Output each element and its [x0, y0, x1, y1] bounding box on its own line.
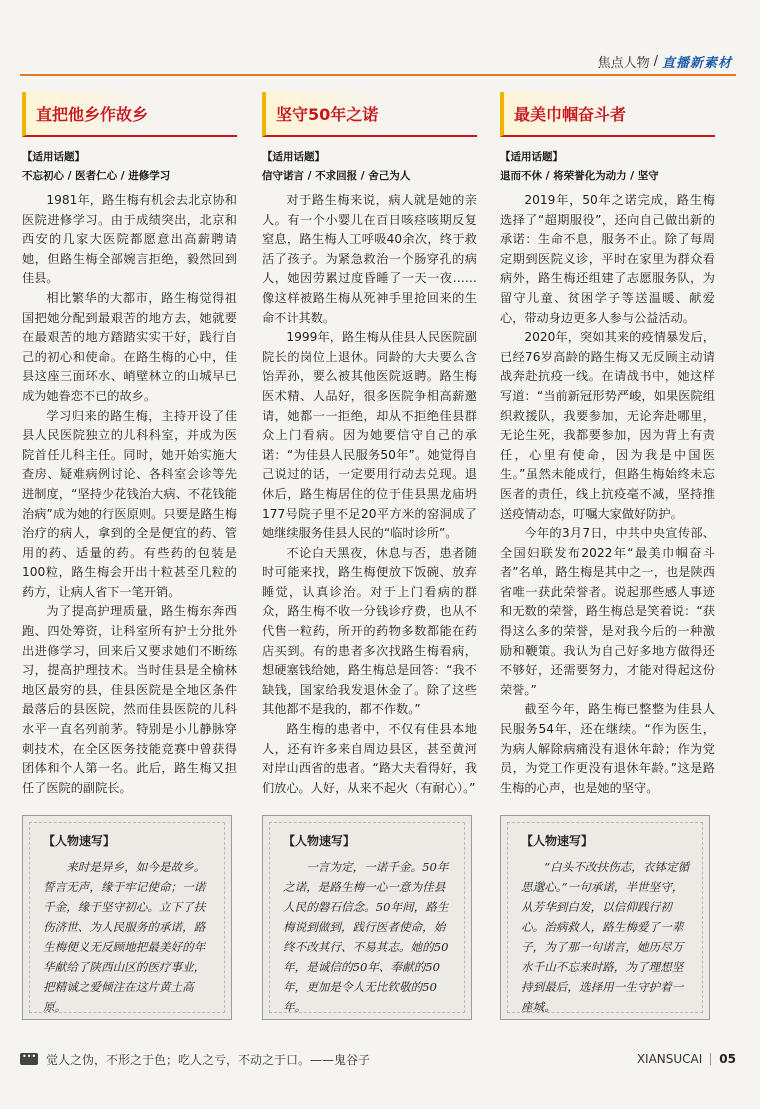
paragraph: 2020年，突如其来的疫情暴发后，已经76岁高龄的路生梅又无反顾主动请战奔赴抗疫一线。在请战书中，她这样写道：“当前新冠形势严峻，如果医院组织救援队，我要参加，无论奔赴哪里，无论生死，我都要参加，因为背上有责任，心里有使命，因为我是中国医生。”虽然未能成行，但路生梅始终未忘医者的责任，线上抗疫毫不减，坚持推送疫情动态，叮嘱大家做好防护。 — [500, 330, 715, 521]
section-label: 焦点人物 — [597, 56, 650, 71]
paragraph: 1999年，路生梅从佳县人民医院副院长的岗位上退休。同龄的大夫要么含饴弄孙，要么被其他医院返聘。路生梅医术精、人品好，很多医院争相高薪邀请，她都一一拒绝，却从不拒绝佳县群众上门看病。因为她要信守自己的承诺：“为佳县人民服务50年”。她觉得自己说过的话，一定要用行动去兑现。退休后，路生梅居住的位于佳县黑龙庙坍177号院子里不足20平方米的窑洞成了她继续服务佳县人民的“临时诊所”。 — [262, 330, 477, 541]
profile-sketch-card — [500, 815, 710, 1020]
card-title: 【人物速写】 — [521, 834, 594, 848]
column-title: 直把他乡作故乡 — [22, 92, 237, 137]
footer-quote: 觉人之伪，不形之于色；吃人之亏，不动之于口。——鬼谷子 — [46, 1052, 371, 1067]
paragraph: 1981年，路生梅有机会去北京协和医院进修学习。由于成绩突出，北京和西安的几家大医院都愿意出高薪聘请她，但路生梅全部婉言拒绝，毅然回到佳县。 — [22, 193, 237, 286]
topic-label: 【适用话题】 — [22, 151, 85, 163]
magazine-name: XIANSUCAI — [636, 1052, 703, 1066]
paragraph: 对于路生梅来说，病人就是她的亲人。有一个小婴儿在百日咳痉咳期反复窒息，路生梅人工呼吸40余次，终于救活了孩子。为紧急救治一个肠穿孔的病人，她因劳累过度昏睡了一天一夜……像这样被路生梅从死神手里抢回来的生命不计其数。 — [262, 193, 477, 325]
footer-divider — [710, 1053, 711, 1065]
topic-tags: 退而不休 / 将荣誉化为动力 / 坚守 — [500, 170, 659, 182]
paragraph: 为了提高护理质量，路生梅东奔西跑、四处筹资，让科室所有护士分批外出进修学习，回来后又要求她们不断练习，提高护理技术。当时佳县是全榆林地区最穷的县，佳县医院是全地区条件最落后的县医院，然而佳县医院的儿科水平一直名列前茅。特别是小儿静脉穿刺技术，在全区医务技能竞赛中曾获得团体和个人第一名。此后，路生梅又担任了医院的副院长。 — [22, 604, 237, 795]
profile-sketch-card — [22, 815, 232, 1020]
card-title: 【人物速写】 — [283, 834, 356, 848]
paragraph: 截至今年，路生梅已整整为佳县人民服务54年，还在继续。“作为医生，为病人解除病痛没有退休年龄；作为党员，为党工作更没有退休年龄。”这是路生梅的心声，也是她的坚守。 — [500, 702, 715, 795]
card-text: 一言为定，一诺千金。50年之诺，是路生梅一心一意为佳县人民的磐石信念。50年间，路生梅说到做到，践行医者使命，始终不改其行、不易其志。她的50年，是诚信的50年、奉献的50年，更加是令人无比钦敬的50年。 — [283, 860, 449, 1014]
page-number: 05 — [719, 1052, 736, 1066]
speech-bubble-icon — [20, 1053, 38, 1065]
footer-right — [637, 1052, 736, 1066]
paragraph: 2019年，50年之诺完成，路生梅选择了“超期服役”，还向自己做出新的承诺：生命不息，服务不止。除了每周定期到医院义诊，平时在家里为群众看病外，路生梅还组建了志愿服务队，为留守儿童、贫困学子等送温暖、献爱心，带动身边更多人参与公益活动。 — [500, 193, 715, 325]
paragraph: 路生梅的患者中，不仅有佳县本地人，还有许多来自周边县区，甚至黄河对岸山西省的患者。“路大夫看得好，我们放心。人好，从来不起火（有耐心）。” — [262, 722, 477, 795]
paragraph: 相比繁华的大都市，路生梅觉得祖国把她分配到最艰苦的地方去，她就要在最艰苦的地方踏踏实实干好，践行自己的初心和使命。在路生梅的心中，佳县这座三面环水、峭壁林立的山城早已成为她眷恋不已的故乡。 — [22, 290, 237, 403]
paragraph: 不论白天黑夜，休息与否，患者随时可能来找，路生梅便放下饭碗、放弃睡觉，认真诊治。对于上门看病的群众，路生梅不收一分钱诊疗费，也从不代售一粒药，所开的药物多数都能在药店买到。有的患者多次找路生梅看病，想硬塞钱给她，路生梅总是回答：“我不缺钱，国家给我发退休金了。除了这些其他都不是我的，都不作数。” — [262, 545, 477, 717]
page-footer — [20, 1048, 736, 1070]
paragraph: 今年的3月7日，中共中央宣传部、全国妇联发布2022年“最美巾帼奋斗者”名单，路生梅是其中之一，也是陕西省唯一获此荣誉者。说起那些感人事迹和无数的荣誉，路生梅总是笑着说：“获得这么多的荣誉，是对我今后的一种激励和鞭策。我认为自己好多地方做得还不够好，还需要努力，才能对得起这份荣誉。” — [500, 526, 715, 697]
card-text: “白头不改扶伤志，衣钵定循思邈心。”一句承诺，半世坚守，从芳华到白发，以信仰践行初心。治病救人，路生梅爱了一辈子，为了那一句诺言，她历尽万水千山不忘来时路，为了理想坚持到最后，选择用一生守护着一座城。 — [521, 860, 690, 1014]
article-column-1 — [22, 92, 237, 798]
topic-tags: 信守诺言 / 不求回报 / 舍己为人 — [262, 170, 411, 182]
topic-label: 【适用话题】 — [262, 151, 325, 163]
column-title: 坚守50年之诺 — [262, 92, 477, 137]
brand-logo: 直播新素材 — [661, 56, 732, 71]
article-column-3 — [500, 92, 715, 798]
section-header — [598, 52, 732, 71]
card-text: 来时是异乡，如今是故乡。誓言无声，缘于牢记使命；一诺千金，缘于坚守初心。立下了扶伤济世、为人民服务的承诺，路生梅便义无反顾地把最美好的年华献给了陕西山区的医疗事业，把精诚之爱倾注在这片黄土高原。 — [43, 860, 206, 1014]
header-divider — [20, 74, 736, 76]
topic-tags: 不忘初心 / 医者仁心 / 进修学习 — [22, 170, 171, 182]
profile-sketch-card — [262, 815, 472, 1020]
article-column-2 — [262, 92, 477, 798]
topic-label: 【适用话题】 — [500, 151, 563, 163]
paragraph: 学习归来的路生梅，主持开设了佳县人民医院独立的儿科科室，并成为医院首任儿科主任。同时，她开始实施大查房、疑难病例讨论、各科室会诊等先进制度，“坚持少花钱治大病、不花钱能治病”成为她的行医原则。只要是路生梅治疗的病人，拿到的全是便宜的药、管用的药、适量的药。有些药的包装是100粒，路生梅会开出十粒甚至几粒的药方，让病人省下一笔开销。 — [22, 408, 237, 599]
column-title: 最美巾帼奋斗者 — [500, 92, 715, 137]
card-title: 【人物速写】 — [43, 834, 116, 848]
section-separator: / — [653, 54, 658, 69]
